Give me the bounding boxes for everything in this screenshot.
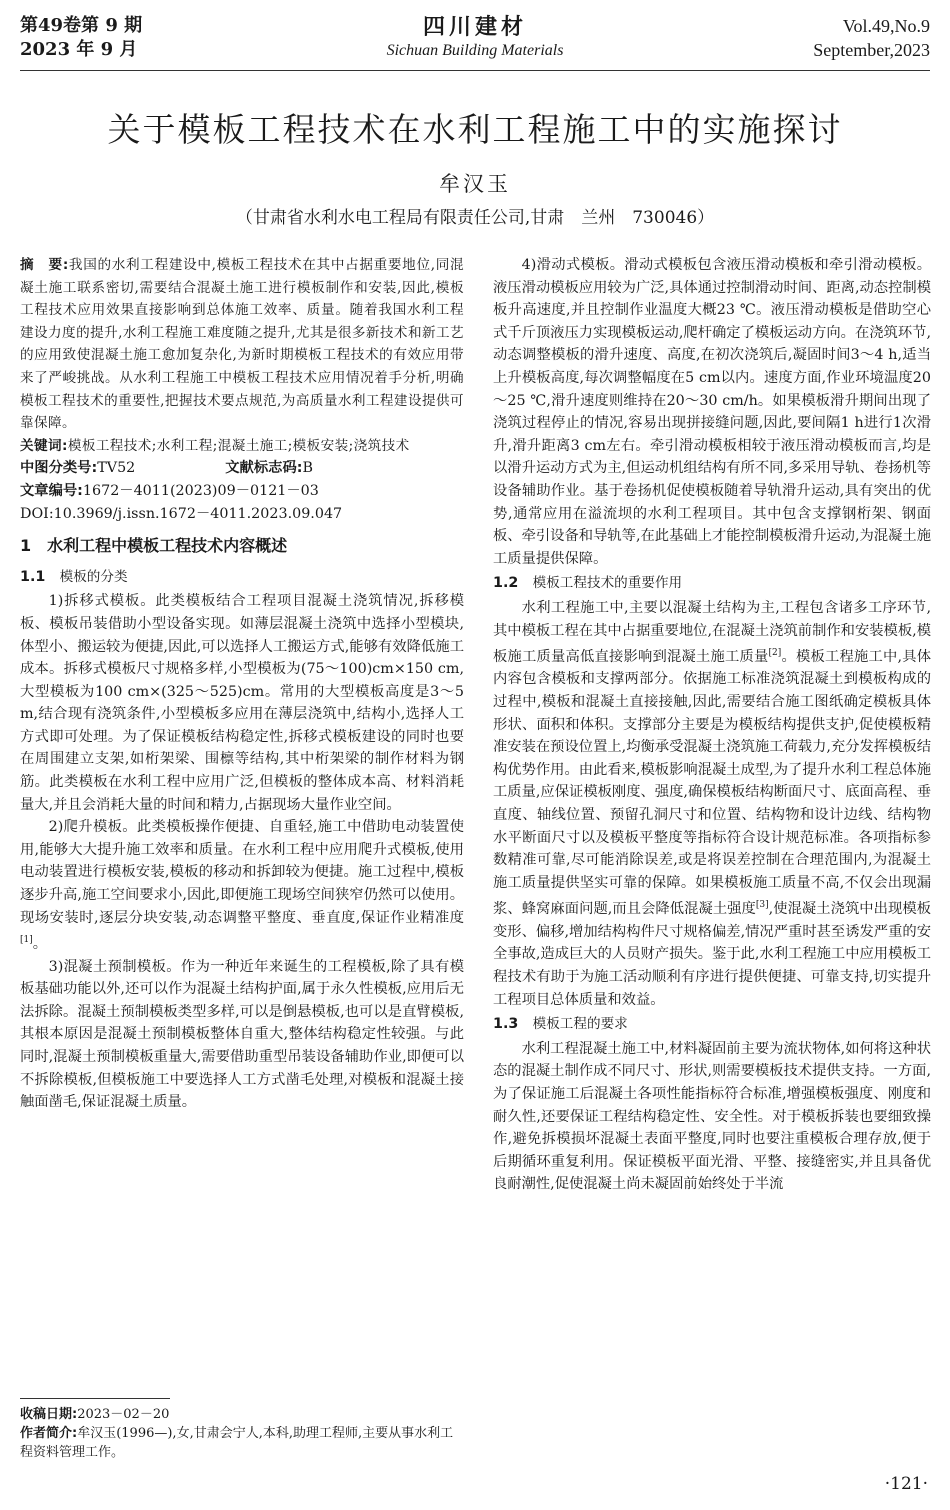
clc-value: TV52 (97, 460, 136, 477)
doi-label: DOI: (20, 505, 54, 522)
volume-issue-english: Vol.49,No.9 (842, 16, 930, 36)
subsection-title: 模板的分类 (59, 568, 128, 585)
subsection-1-2-heading (493, 572, 931, 595)
paragraph-text: 水利工程施工中,主要以混凝土结构为主,工程包含诸多工序环节,其中模板工程在其中占据重要地位,在混凝土浇筑前制作和安装模板,模板施工质量高低直接影响到混凝土施工质量 (493, 599, 931, 665)
abstract (20, 254, 464, 435)
issue-date-english: September,2023 (813, 40, 930, 60)
issue-info (20, 14, 142, 62)
paragraph (493, 597, 931, 1011)
page-number: ·121· (884, 1474, 928, 1494)
subsection-number: 1.2 (493, 575, 519, 592)
issue-date: 2023 年 9 月 (20, 39, 138, 60)
subsection-title: 模板工程技术的重要作用 (532, 575, 683, 592)
received-date (20, 1405, 464, 1424)
subsection-number: 1.3 (493, 1016, 519, 1033)
subsection-1-3-heading (493, 1013, 931, 1036)
paragraph-text: 2)爬升模板。此类模板操作便捷、自重轻,施工中借助电动装置使用,能够大大提升施工效率和质量。在水利工程中应用爬升式模板,使用电动装置进行模板安装,模板的移动和拆卸较为便捷。施工过程中,模板逐步升高,施工空间要求小,因此,即便施工现场空间狭窄仍然可以使用。现场安装时,逐层分块安装,动态调整平整度、垂直度,保证作业精准度 (20, 819, 464, 926)
citation-ref: [2] (768, 648, 782, 659)
author-bio-text: 牟汉玉(1996—),女,甘肃会宁人,本科,助理工程师,主要从事水利工程资料管理工作。 (20, 1426, 454, 1460)
doc-code-label: 文献标志码: (225, 460, 303, 477)
received-value: 2023－02－20 (77, 1407, 170, 1422)
left-column (20, 254, 464, 1114)
keywords-label: 关键词: (20, 437, 68, 454)
paragraph: 水利工程混凝土施工中,材料凝固前主要为流状物体,如何将这种状态的混凝土制作成不同尺寸、形状,则需要模板技术提供支持。一方面,为了保证施工后混凝土各项性能指标符合标准,增强模板强度、刚度和耐久性,还要保证工程结构稳定性、安全性。对于模板拆装也要细致操作,避免拆模损坏混凝土表面平整度,同时也要注重模板合理存放,便于后期循环重复利用。保证模板平面光滑、平整、接缝密实,并且具备优良耐潮性,促使混凝土尚未凝固前始终处于半流 (493, 1040, 931, 1193)
paragraph-text: ,使混凝土浇筑中出现模板变形、偏移,增加结构构件尺寸规格偏差,情况严重时甚至诱发严重的安全事故,造成巨大的人员财产损失。鉴于此,水利工程施工中应用模板工程技术有助于为施工活动顺利有序进行提供便捷、可靠支持,切实提升工程项目总体质量和效益。 (493, 901, 932, 1008)
header-divider (20, 70, 930, 71)
paragraph-text: 。模板工程施工中,具体内容包含模板和支撑两部分。依据施工标准浇筑混凝土到模板构成的过程中,模板和混凝土直接接触,因此,需要结合施工图纸确定模板具体形状、面积和体积。支撑部分主要是为模板结构提供支护,促使模板精准安装在预设位置上,均衡承受混凝土浇筑施工荷载力,充分发挥模板结构优势作用。由此看来,模板影响混凝土成型,为了提升水利工程总体施工质量,应保证模板刚度、强度,确保模板结构断面尺寸、底面高程、垂直度、轴线位置、预留孔洞尺寸和位置、结构物和设计边线、结构物水平断面尺寸以及模板平整度等指标符合设计规范标准。各项指标参数精准可靠,尽可能消除误差,或是将误差控制在合理范围内,为混凝土施工质量提供坚实可靠的保障。如果模板施工质量不高,不仅会出现漏浆、蜂窝麻面问题,而且会降低混凝土强度 (493, 648, 931, 918)
abstract-text: 我国的水利工程建设中,模板工程技术在其中占据重要地位,同混凝土施工联系密切,需要结合混凝土施工进行模板制作和安装,因此,模板工程技术应用效果直接影响到总体施工效率、质量。随着我国水利工程建设力度的提升,水利工程施工难度随之提升,尤其是很多新技术和新工艺的应用致使混凝土施工愈加复杂化,为新时期模板工程技术的有效应用带来了严峻挑战。从水利工程施工中模板工程技术应用情况着手分析,明确模板工程技术的重要性,把握技术要点规范,为高质量水利工程建设提供可靠保障。 (20, 257, 464, 432)
right-column (493, 254, 931, 1196)
author-bio-label: 作者简介: (20, 1426, 78, 1441)
paragraph: 3)混凝土预制模板。作为一种近年来诞生的工程模板,除了具有模板基础功能以外,还可以作为混凝土结构护面,属于永久性模板,应用后无法拆除。混凝土预制模板类型多样,可以是倒悬模板,也可以是直臂模板,其根本原因是混凝土预制模板整体自重大,整体结构稳定性较强。与此同时,混凝土预制模板重量大,需要借助重型吊装设备辅助作业,即便可以不拆除模板,但模板施工中要选择人工方式凿毛处理,对模板和混凝土接触面凿毛,保证混凝土质量。 (20, 958, 464, 1111)
author-bio (20, 1424, 464, 1462)
article-number-value: 1672－4011(2023)09－0121－03 (82, 482, 319, 499)
paragraph (20, 816, 464, 955)
doc-code-value: B (302, 460, 313, 477)
article-author: 牟汉玉 (439, 172, 511, 196)
doi-line (20, 503, 464, 526)
section-1-heading: 1 水利工程中模板工程技术内容概述 (20, 536, 288, 556)
paragraph-end: 。 (32, 935, 48, 952)
doi-value: 10.3969/j.issn.1672－4011.2023.09.047 (53, 505, 343, 522)
footnote (20, 1405, 464, 1462)
volume-issue: 第49卷第 9 期 (20, 15, 143, 36)
clc-label: 中图分类号: (20, 460, 98, 477)
subsection-title: 模板工程的要求 (532, 1016, 628, 1033)
article-title: 关于模板工程技术在水利工程施工中的实施探讨 (107, 110, 843, 149)
subsection-1-1-heading (20, 566, 464, 589)
classification-line (20, 457, 464, 480)
keywords (20, 435, 464, 458)
issue-info-english (813, 14, 930, 62)
journal-name: Sichuan Building Materials (386, 42, 564, 59)
article-number-label: 文章编号: (20, 482, 83, 499)
journal-logo: 四川建材 (422, 14, 527, 40)
page-header (20, 14, 930, 66)
footnote-divider (20, 1398, 170, 1399)
article-number-line (20, 480, 464, 503)
author-affiliation: （甘肃省水利水电工程局有限责任公司,甘肃 兰州 730046） (235, 208, 715, 228)
subsection-number: 1.1 (20, 568, 46, 585)
received-label: 收稿日期: (20, 1407, 78, 1422)
abstract-label: 摘 要: (20, 257, 69, 273)
citation-ref: [1] (20, 935, 33, 946)
paragraph: 1)拆移式模板。此类模板结合工程项目混凝土浇筑情况,拆移模板、模板吊装借助小型设备实现。如薄层混凝土浇筑中选择小型模块,体型小、搬运较为便捷,因此,可以选择人工搬运方式,能够有效降低施工成本。拆移式模板尺寸规格多样,小型模板为(75～100)cm×150 cm,大型模板为100 cm×(325～525)cm。常用的大型模板高度是3～5 m,结合现有浇筑条件,小型模板多应用在薄层浇筑中,结构小,选择人工方式即可处理。为了保证模板结构稳定性,拆移式模板建设的同时也要在周围建立支架,如桁架梁、围檩等结构,其中桁架梁的制作材料为钢筋。此类模板在水利工程中应用广泛,但模板的整体成本高、材料消耗量大,并且会消耗大量的时间和精力,占据现场大量作业空间。 (20, 593, 464, 813)
paragraph: 4)滑动式模板。滑动式模板包含液压滑动模板和牵引滑动模板。液压滑动模板应用较为广泛,具体通过控制滑动时间、距离,动态控制模板升高速度,并且控制作业温度大概23 ℃。液压滑动模板是借助空心式千斤顶液压力实现模板运动,爬杆确定了模板运动方向。在浇筑环节,动态调整模板的滑升速度、高度,在初次浇筑后,凝固时间3～4 h,适当上升模板高度,每次调整幅度在5 cm以内。速度方面,作业环境温度20～25 ℃,滑升速度则维持在20～30 cm/h。如果模板滑升期间出现了浇筑过程停止的情况,容易出现拼接缝问题,因此,要间隔1 h进行1次滑升,滑升距离3 cm左右。牵引滑动模板相较于液压滑动模板而言,均是以滑升运动方式为主,但运动机组结构有所不同,多采用导轨、卷扬机等设备辅助作业。基于卷扬机促使模板随着导轨滑升运动,具有突出的优势,通常应用在溢流坝的水利工程项目。其中包含支撑钢桁架、钢面板、牵引设备和导轨等,在此基础上才能控制模板滑升运动,为混凝土施工质量提供保障。 (493, 257, 931, 567)
citation-ref: [3] (755, 900, 769, 911)
keywords-text: 模板工程技术;水利工程;混凝土施工;模板安装;浇筑技术 (67, 437, 410, 454)
journal-masthead (387, 14, 564, 62)
